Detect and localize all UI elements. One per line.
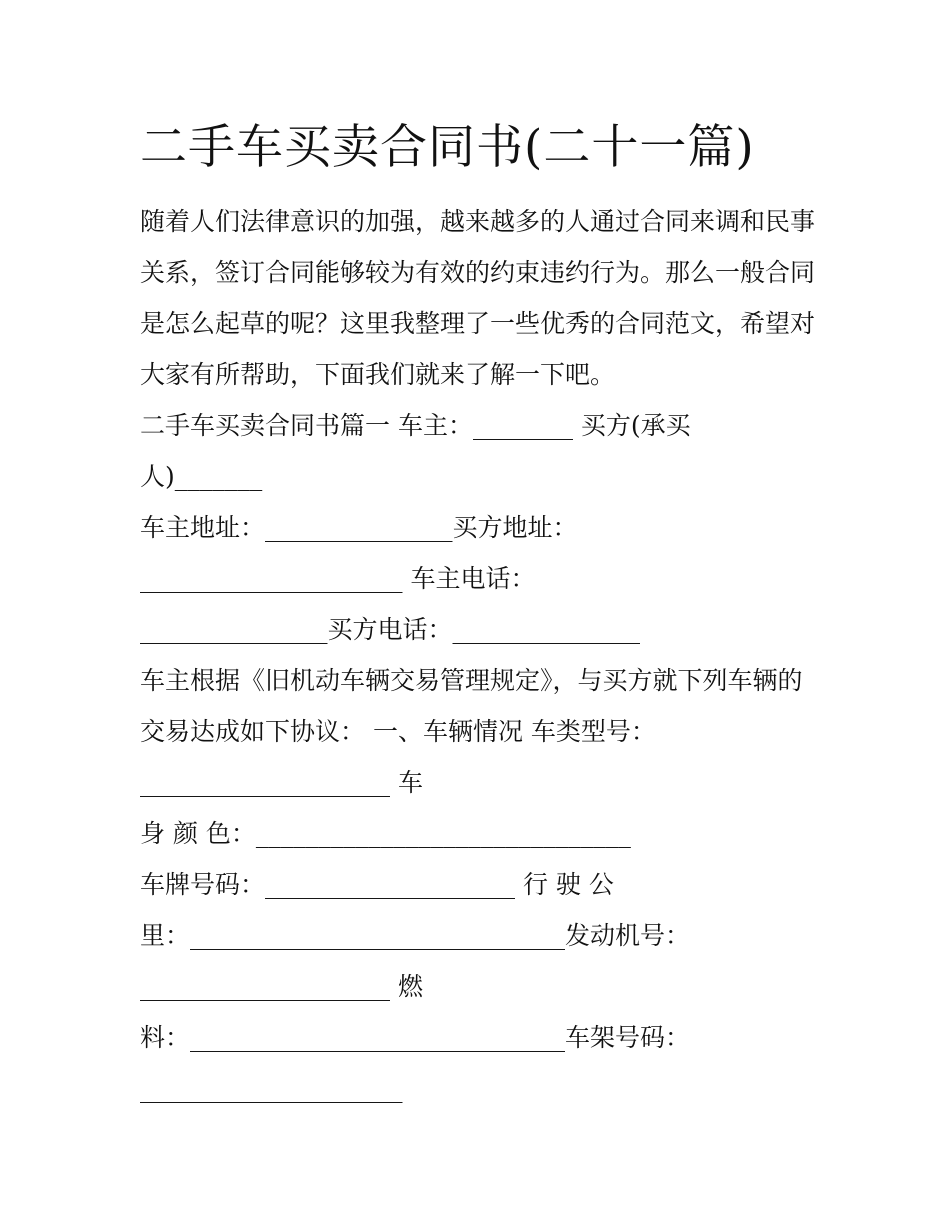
- body-color-line: 身 颜 色：______________________________: [140, 819, 631, 848]
- owner-phone-line: _____________________ 车主电话：: [140, 564, 536, 593]
- buyer-phone-line: _______________买方电话：_______________: [140, 615, 641, 644]
- regulation-line-1: 车主根据《旧机动车辆交易管理规定》，与买方就下列车辆的: [140, 666, 803, 695]
- plate-number-line: 车牌号码：____________________ 行 驶 公: [140, 870, 614, 899]
- buyer-name-line: 人)_______: [140, 462, 263, 491]
- document-title: 二手车买卖合同书(二十一篇): [140, 120, 755, 175]
- intro-line-2: 关系，签订合同能够较为有效的约束违约行为。那么一般合同: [140, 258, 816, 287]
- regulation-line-2: 交易达成如下协议： 一、车辆情况 车类型号：: [140, 717, 656, 746]
- intro-line-3: 是怎么起草的呢？这里我整理了一些优秀的合同范文，希望对: [140, 309, 816, 338]
- engine-number-line: ____________________ 燃: [140, 972, 423, 1001]
- vehicle-model-line: ____________________ 车: [140, 768, 423, 797]
- intro-line-4: 大家有所帮助，下面我们就来了解一下吧。: [140, 360, 616, 389]
- mileage-engine-line: 里：______________________________发动机号：: [140, 921, 691, 950]
- intro-line-1: 随着人们法律意识的加强，越来越多的人通过合同来调和民事: [140, 207, 816, 236]
- address-line: 车主地址：_______________买方地址：: [140, 513, 578, 542]
- contract-heading-line: 二手车买卖合同书篇一 车主：________ 买方(承买: [140, 411, 691, 440]
- chassis-number-line: _____________________: [140, 1074, 403, 1103]
- fuel-chassis-line: 料：______________________________车架号码：: [140, 1023, 691, 1052]
